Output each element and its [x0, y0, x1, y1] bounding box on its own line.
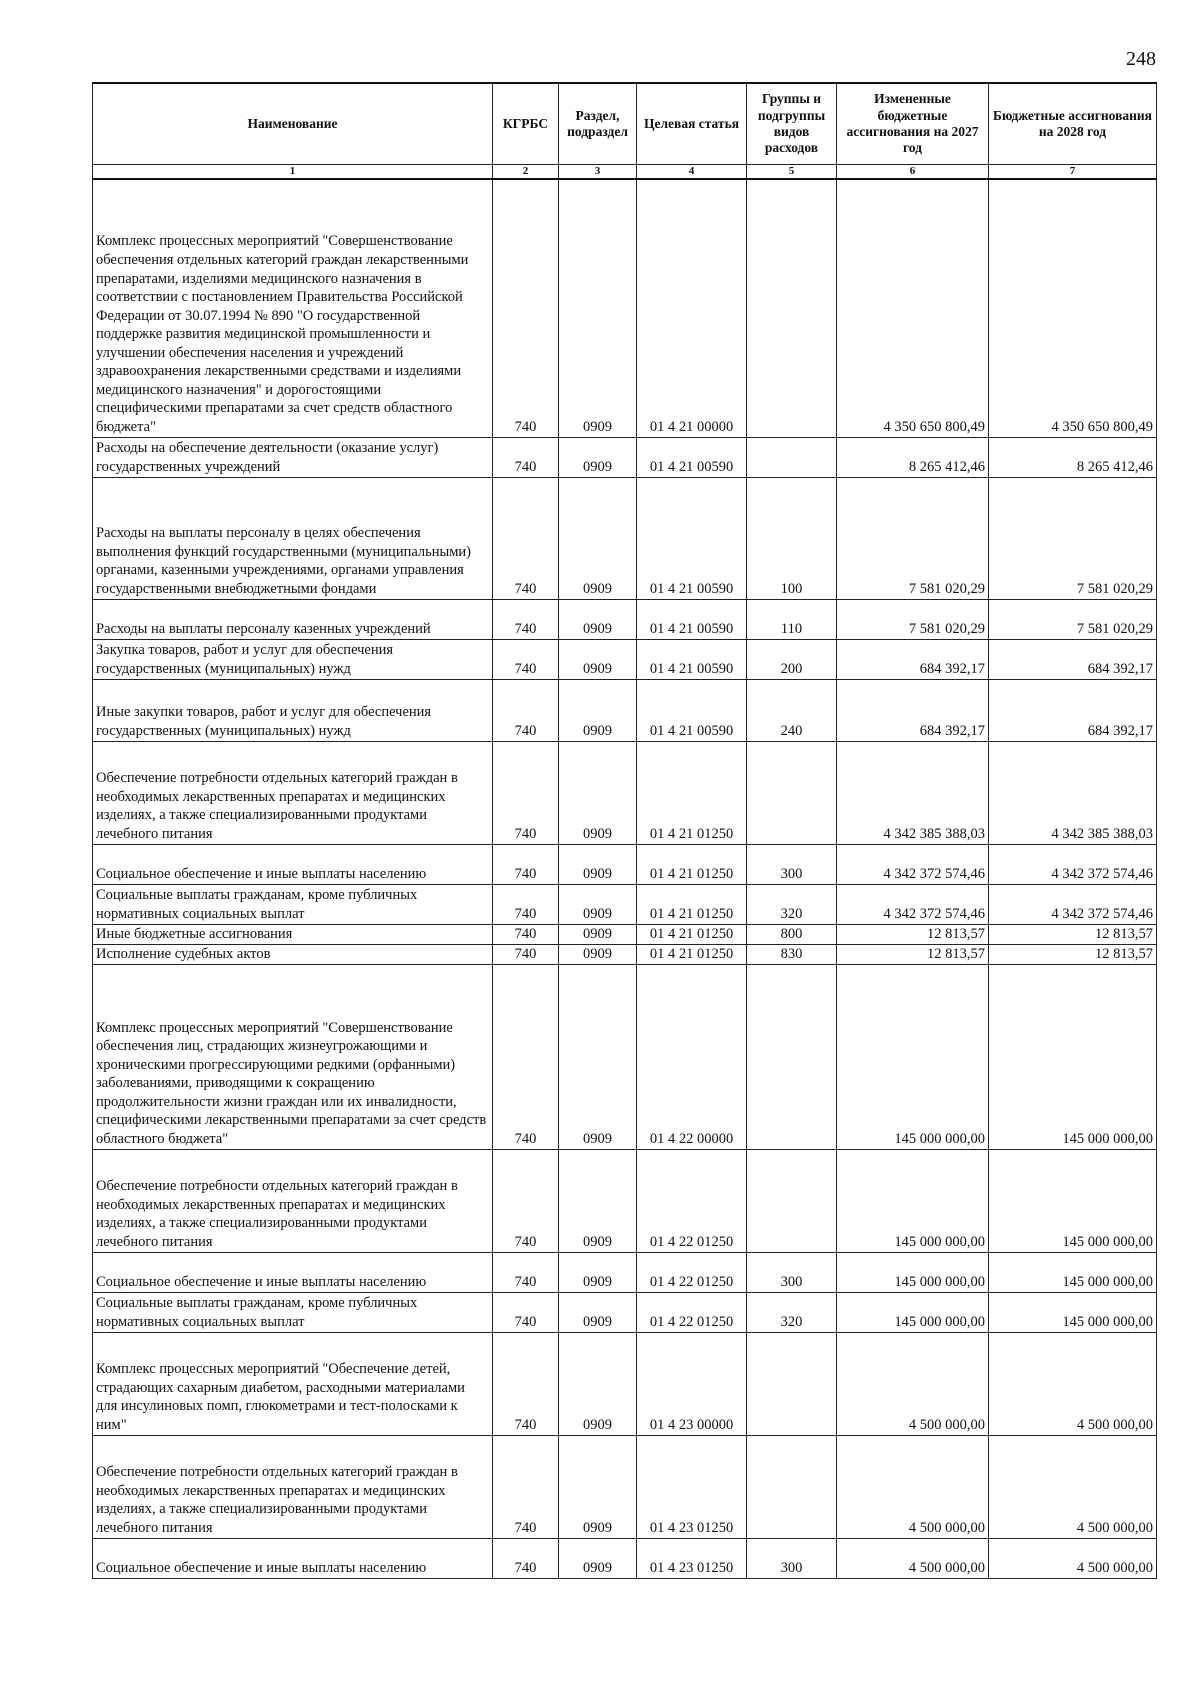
row-amount-2027: 4 500 000,00	[837, 1538, 989, 1578]
table-row	[93, 1252, 1157, 1292]
table-row	[93, 741, 1157, 844]
row-amount-2027: 4 342 372 574,46	[837, 884, 989, 924]
row-amount-2027: 145 000 000,00	[837, 1292, 989, 1332]
row-kgrbs: 740	[493, 179, 559, 437]
row-amount-2028: 4 342 372 574,46	[989, 844, 1157, 884]
row-group: 320	[747, 1292, 837, 1332]
header-amount-2028: Бюджетные ассигнования на 2028 год	[989, 83, 1157, 165]
row-group: 320	[747, 884, 837, 924]
row-name: Социальное обеспечение и иные выплаты населению	[93, 1538, 493, 1578]
row-group: 100	[747, 477, 837, 599]
row-article: 01 4 21 00590	[637, 599, 747, 639]
row-section: 0909	[559, 944, 637, 964]
row-name: Иные бюджетные ассигнования	[93, 924, 493, 944]
row-kgrbs: 740	[493, 944, 559, 964]
row-article: 01 4 22 01250	[637, 1292, 747, 1332]
header-article: Целевая статья	[637, 83, 747, 165]
row-amount-2027: 145 000 000,00	[837, 1149, 989, 1252]
row-amount-2028: 145 000 000,00	[989, 1149, 1157, 1252]
row-article: 01 4 23 01250	[637, 1435, 747, 1538]
row-amount-2028: 4 500 000,00	[989, 1435, 1157, 1538]
row-group: 300	[747, 1538, 837, 1578]
row-article: 01 4 21 00590	[637, 437, 747, 477]
row-group	[747, 179, 837, 437]
row-kgrbs: 740	[493, 1292, 559, 1332]
column-number: 5	[747, 165, 837, 180]
row-name: Исполнение судебных актов	[93, 944, 493, 964]
row-group: 300	[747, 1252, 837, 1292]
row-amount-2027: 7 581 020,29	[837, 599, 989, 639]
row-kgrbs: 740	[493, 1149, 559, 1252]
table-row	[93, 844, 1157, 884]
budget-table	[92, 82, 1157, 1579]
row-article: 01 4 21 01250	[637, 884, 747, 924]
row-section: 0909	[559, 844, 637, 884]
row-group: 300	[747, 844, 837, 884]
row-section: 0909	[559, 924, 637, 944]
row-amount-2027: 145 000 000,00	[837, 964, 989, 1149]
row-name: Комплекс процессных мероприятий "Обеспечение детей, страдающих сахарным диабетом, расходными материалами для инсулиновых помп, глюкометрами и тест-полосками к ним"	[93, 1332, 493, 1435]
row-amount-2027: 4 500 000,00	[837, 1332, 989, 1435]
row-name: Социальные выплаты гражданам, кроме публичных нормативных социальных выплат	[93, 884, 493, 924]
column-number: 7	[989, 165, 1157, 180]
row-kgrbs: 740	[493, 1332, 559, 1435]
row-amount-2028: 7 581 020,29	[989, 599, 1157, 639]
row-amount-2028: 4 342 385 388,03	[989, 741, 1157, 844]
row-group: 110	[747, 599, 837, 639]
row-group: 240	[747, 679, 837, 741]
row-section: 0909	[559, 741, 637, 844]
column-number: 6	[837, 165, 989, 180]
table-row	[93, 437, 1157, 477]
row-article: 01 4 21 00590	[637, 679, 747, 741]
row-group: 200	[747, 639, 837, 679]
row-amount-2028: 8 265 412,46	[989, 437, 1157, 477]
table-row	[93, 1538, 1157, 1578]
row-article: 01 4 23 01250	[637, 1538, 747, 1578]
header-name: Наименование	[93, 83, 493, 165]
header-amount-2027: Измененные бюджетные ассигнования на 2027 год	[837, 83, 989, 165]
row-amount-2027: 7 581 020,29	[837, 477, 989, 599]
table-header-row	[93, 83, 1157, 165]
table-row	[93, 1332, 1157, 1435]
row-kgrbs: 740	[493, 964, 559, 1149]
table-row	[93, 599, 1157, 639]
row-name: Обеспечение потребности отдельных категорий граждан в необходимых лекарственных препаратах и медицинских изделиях, а также специализированными продуктами лечебного питания	[93, 1149, 493, 1252]
row-amount-2028: 12 813,57	[989, 944, 1157, 964]
row-kgrbs: 740	[493, 1252, 559, 1292]
row-kgrbs: 740	[493, 437, 559, 477]
row-section: 0909	[559, 599, 637, 639]
row-name: Расходы на обеспечение деятельности (оказание услуг) государственных учреждений	[93, 437, 493, 477]
row-article: 01 4 21 01250	[637, 924, 747, 944]
row-name: Комплекс процессных мероприятий "Совершенствование обеспечения лиц, страдающих жизнеугрожающими и хроническими прогрессирующими редкими (орфанными) заболеваниями, приводящими к сокращению продолжительности жизни граждан или их инвалидности, специфическими лекарственными препаратами за счет средств областного бюджета"	[93, 964, 493, 1149]
header-kgrbs: КГРБС	[493, 83, 559, 165]
table-row	[93, 1292, 1157, 1332]
table-row	[93, 1435, 1157, 1538]
row-article: 01 4 21 00590	[637, 477, 747, 599]
row-group	[747, 437, 837, 477]
row-article: 01 4 21 01250	[637, 844, 747, 884]
row-article: 01 4 22 01250	[637, 1149, 747, 1252]
row-group: 830	[747, 944, 837, 964]
table-row	[93, 679, 1157, 741]
row-amount-2028: 4 500 000,00	[989, 1332, 1157, 1435]
row-amount-2027: 12 813,57	[837, 944, 989, 964]
row-section: 0909	[559, 477, 637, 599]
row-amount-2027: 4 342 385 388,03	[837, 741, 989, 844]
column-number: 3	[559, 165, 637, 180]
row-section: 0909	[559, 437, 637, 477]
column-number: 1	[93, 165, 493, 180]
row-group	[747, 1332, 837, 1435]
row-amount-2028: 4 500 000,00	[989, 1538, 1157, 1578]
row-section: 0909	[559, 1292, 637, 1332]
row-kgrbs: 740	[493, 844, 559, 884]
row-amount-2027: 145 000 000,00	[837, 1252, 989, 1292]
row-group: 800	[747, 924, 837, 944]
table-row	[93, 884, 1157, 924]
row-name: Обеспечение потребности отдельных категорий граждан в необходимых лекарственных препаратах и медицинских изделиях, а также специализированными продуктами лечебного питания	[93, 1435, 493, 1538]
row-name: Комплекс процессных мероприятий "Совершенствование обеспечения отдельных категорий граждан лекарственными препаратами, изделиями медицинского назначения в соответствии с постановлением Правительства Российской Федерации от 30.07.1994 № 890 "О государственной поддержке развития медицинской промышленности и улучшении обеспечения населения и учреждений здравоохранения лекарственными средствами и изделиями медицинского назначения" и дорогостоящими специфическими препаратами за счет средств областного бюджета"	[93, 179, 493, 437]
column-number: 4	[637, 165, 747, 180]
row-amount-2028: 7 581 020,29	[989, 477, 1157, 599]
row-name: Расходы на выплаты персоналу казенных учреждений	[93, 599, 493, 639]
row-section: 0909	[559, 964, 637, 1149]
row-amount-2027: 12 813,57	[837, 924, 989, 944]
column-number: 2	[493, 165, 559, 180]
row-group	[747, 741, 837, 844]
row-amount-2028: 684 392,17	[989, 679, 1157, 741]
row-kgrbs: 740	[493, 477, 559, 599]
header-section: Раздел, подраздел	[559, 83, 637, 165]
page-number: 248	[1126, 48, 1156, 70]
row-name: Социальные выплаты гражданам, кроме публичных нормативных социальных выплат	[93, 1292, 493, 1332]
row-name: Закупка товаров, работ и услуг для обеспечения государственных (муниципальных) нужд	[93, 639, 493, 679]
row-section: 0909	[559, 1435, 637, 1538]
row-amount-2027: 4 350 650 800,49	[837, 179, 989, 437]
row-amount-2028: 684 392,17	[989, 639, 1157, 679]
row-article: 01 4 21 00590	[637, 639, 747, 679]
row-article: 01 4 21 01250	[637, 944, 747, 964]
row-amount-2028: 145 000 000,00	[989, 1252, 1157, 1292]
table-row	[93, 1149, 1157, 1252]
row-kgrbs: 740	[493, 741, 559, 844]
table-row	[93, 964, 1157, 1149]
row-article: 01 4 21 00000	[637, 179, 747, 437]
table-row	[93, 944, 1157, 964]
row-amount-2028: 4 342 372 574,46	[989, 884, 1157, 924]
row-group	[747, 1435, 837, 1538]
row-kgrbs: 740	[493, 679, 559, 741]
row-amount-2027: 8 265 412,46	[837, 437, 989, 477]
row-amount-2027: 4 500 000,00	[837, 1435, 989, 1538]
row-amount-2027: 4 342 372 574,46	[837, 844, 989, 884]
row-amount-2028: 12 813,57	[989, 924, 1157, 944]
header-group: Группы и подгруппы видов расходов	[747, 83, 837, 165]
row-group	[747, 964, 837, 1149]
row-name: Иные закупки товаров, работ и услуг для обеспечения государственных (муниципальных) нужд	[93, 679, 493, 741]
row-section: 0909	[559, 639, 637, 679]
row-amount-2028: 145 000 000,00	[989, 964, 1157, 1149]
row-name: Социальное обеспечение и иные выплаты населению	[93, 1252, 493, 1292]
row-amount-2028: 145 000 000,00	[989, 1292, 1157, 1332]
row-section: 0909	[559, 679, 637, 741]
table-row	[93, 639, 1157, 679]
row-kgrbs: 740	[493, 1538, 559, 1578]
row-article: 01 4 22 01250	[637, 1252, 747, 1292]
table-row	[93, 924, 1157, 944]
row-section: 0909	[559, 1252, 637, 1292]
row-amount-2027: 684 392,17	[837, 679, 989, 741]
row-name: Расходы на выплаты персоналу в целях обеспечения выполнения функций государственными (муниципальными) органами, казенными учреждениями, органами управления государственными внебюджетными фондами	[93, 477, 493, 599]
row-name: Социальное обеспечение и иные выплаты населению	[93, 844, 493, 884]
row-group	[747, 1149, 837, 1252]
table-row	[93, 477, 1157, 599]
table-row	[93, 179, 1157, 437]
row-section: 0909	[559, 884, 637, 924]
row-name: Обеспечение потребности отдельных категорий граждан в необходимых лекарственных препаратах и медицинских изделиях, а также специализированными продуктами лечебного питания	[93, 741, 493, 844]
row-kgrbs: 740	[493, 639, 559, 679]
row-section: 0909	[559, 1149, 637, 1252]
row-section: 0909	[559, 1332, 637, 1435]
row-kgrbs: 740	[493, 1435, 559, 1538]
row-kgrbs: 740	[493, 924, 559, 944]
row-article: 01 4 21 01250	[637, 741, 747, 844]
row-article: 01 4 23 00000	[637, 1332, 747, 1435]
row-section: 0909	[559, 179, 637, 437]
row-article: 01 4 22 00000	[637, 964, 747, 1149]
row-amount-2027: 684 392,17	[837, 639, 989, 679]
row-amount-2028: 4 350 650 800,49	[989, 179, 1157, 437]
row-section: 0909	[559, 1538, 637, 1578]
row-kgrbs: 740	[493, 599, 559, 639]
column-number-row	[93, 165, 1157, 180]
row-kgrbs: 740	[493, 884, 559, 924]
